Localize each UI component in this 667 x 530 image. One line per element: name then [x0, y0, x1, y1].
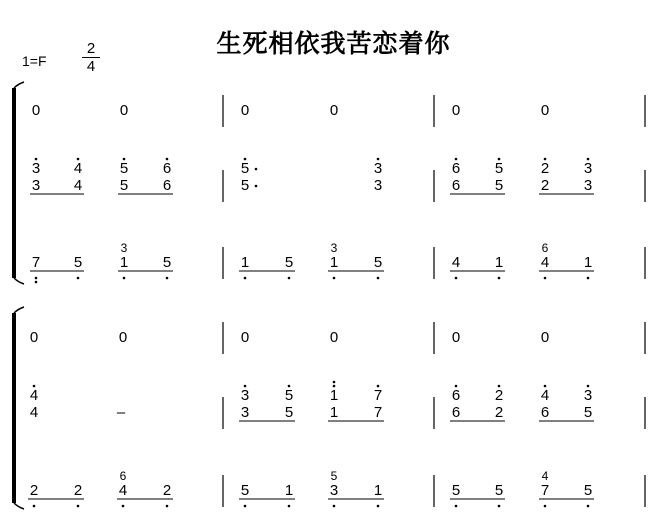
- octave-dot-above: [333, 385, 336, 388]
- note: 4: [540, 254, 550, 271]
- rest: 0: [451, 102, 461, 119]
- octave-dot-below: [377, 505, 380, 508]
- note: 5: [240, 177, 250, 194]
- note: 4: [118, 482, 128, 499]
- note: 5: [162, 254, 172, 271]
- note-upper: 3: [240, 387, 250, 404]
- note: 1: [583, 254, 593, 271]
- octave-dot-above: [244, 158, 247, 161]
- octave-dot-below: [35, 281, 38, 284]
- note-upper: 2: [494, 387, 504, 404]
- octave-dot-below: [455, 505, 458, 508]
- octave-dot-above: [587, 385, 590, 388]
- octave-dot-above: [544, 158, 547, 161]
- note: 2: [73, 482, 83, 499]
- bracket-top-hook: [14, 82, 24, 88]
- note: 6: [451, 404, 461, 421]
- octave-dot-below: [587, 505, 590, 508]
- note-upper: 6: [162, 160, 172, 177]
- note: 7: [31, 254, 41, 271]
- rest: 0: [451, 329, 461, 346]
- octave-dot-below: [166, 505, 169, 508]
- octave-dot-below: [333, 505, 336, 508]
- octave-dot-below: [544, 277, 547, 280]
- note-upper: 3: [583, 387, 593, 404]
- note: 5: [373, 254, 383, 271]
- note-upper: 3: [373, 160, 383, 177]
- note-upper: 4: [540, 387, 550, 404]
- octave-dot-below: [587, 277, 590, 280]
- octave-dot-below: [377, 277, 380, 280]
- note: 5: [583, 482, 593, 499]
- note: 5: [494, 482, 504, 499]
- note-upper: 5: [119, 160, 129, 177]
- octave-dot-below: [544, 505, 547, 508]
- note: 7: [540, 482, 550, 499]
- octave-dot-above: [288, 385, 291, 388]
- octave-dot-below: [498, 505, 501, 508]
- note: 5: [451, 482, 461, 499]
- bracket-top-hook: [14, 307, 24, 313]
- octave-dot-below: [33, 505, 36, 508]
- octave-dot-below: [77, 277, 80, 280]
- augmentation-dot: [255, 185, 258, 188]
- octave-dot-below: [333, 277, 336, 280]
- chord-note: 6: [119, 469, 127, 483]
- rest: 0: [119, 102, 129, 119]
- note: 3: [240, 404, 250, 421]
- note: 4: [451, 254, 461, 271]
- note: 5: [583, 404, 593, 421]
- time-signature-denominator: 4: [86, 58, 96, 75]
- score-title: 生死相依我苦恋着你: [216, 29, 451, 58]
- octave-dot-above: [123, 158, 126, 161]
- note: 5: [119, 177, 129, 194]
- time-signature-numerator: 2: [82, 40, 100, 58]
- note: 5: [284, 254, 294, 271]
- octave-dot-above: [498, 158, 501, 161]
- rest: 0: [329, 102, 339, 119]
- octave-dot-below: [498, 277, 501, 280]
- note: 1: [240, 254, 250, 271]
- note: 5: [73, 254, 83, 271]
- note: 2: [494, 404, 504, 421]
- note-upper: 6: [451, 387, 461, 404]
- chord-note: 6: [541, 241, 549, 255]
- note: 1: [329, 254, 339, 271]
- octave-dot-above: [35, 158, 38, 161]
- octave-dot-below: [166, 277, 169, 280]
- octave-dot-below: [288, 277, 291, 280]
- note-upper: 4: [29, 387, 39, 404]
- note: 5: [284, 404, 294, 421]
- note-upper: 5: [284, 387, 294, 404]
- note: 1: [373, 482, 383, 499]
- octave-dot-below: [77, 505, 80, 508]
- chord-note: 3: [330, 241, 338, 255]
- octave-dot-below: [244, 505, 247, 508]
- note: 4: [29, 404, 39, 421]
- augmentation-dot: [255, 168, 258, 171]
- octave-dot-above: [377, 158, 380, 161]
- note: 5: [240, 482, 250, 499]
- rest: 0: [29, 329, 39, 346]
- chord-note: 3: [120, 241, 128, 255]
- octave-dot-above: [455, 385, 458, 388]
- note: 1: [329, 404, 339, 421]
- note-upper: 7: [373, 387, 383, 404]
- note: 1: [494, 254, 504, 271]
- octave-dot-above: [377, 385, 380, 388]
- dash-extension: –: [116, 404, 126, 421]
- octave-dot-below: [244, 277, 247, 280]
- chord-note: 5: [330, 469, 338, 483]
- note: 2: [29, 482, 39, 499]
- rest: 0: [540, 329, 550, 346]
- note: 7: [373, 404, 383, 421]
- octave-dot-below: [123, 277, 126, 280]
- rest: 0: [240, 102, 250, 119]
- octave-dot-above: [455, 158, 458, 161]
- note-upper: 5: [494, 160, 504, 177]
- chord-note: 4: [541, 469, 549, 483]
- bracket-bottom-hook: [14, 503, 24, 509]
- octave-dot-above: [33, 385, 36, 388]
- note: 3: [329, 482, 339, 499]
- rest: 0: [540, 102, 550, 119]
- note: 1: [119, 254, 129, 271]
- octave-dot-below: [455, 277, 458, 280]
- note: 3: [31, 177, 41, 194]
- octave-dot-above: [333, 381, 336, 384]
- octave-dot-below: [288, 505, 291, 508]
- octave-dot-above: [544, 385, 547, 388]
- note: 2: [162, 482, 172, 499]
- note: 3: [583, 177, 593, 194]
- note-upper: 1: [329, 387, 339, 404]
- rest: 0: [31, 102, 41, 119]
- octave-dot-below: [122, 505, 125, 508]
- note-upper: 6: [451, 160, 461, 177]
- note-upper: 3: [31, 160, 41, 177]
- octave-dot-below: [35, 277, 38, 280]
- note: 6: [540, 404, 550, 421]
- note-upper: 4: [73, 160, 83, 177]
- note: 6: [162, 177, 172, 194]
- note: 5: [494, 177, 504, 194]
- bracket-bottom-hook: [14, 278, 24, 284]
- rest: 0: [329, 329, 339, 346]
- rest: 0: [240, 329, 250, 346]
- note-upper: 2: [540, 160, 550, 177]
- note-upper: 5: [240, 160, 250, 177]
- note: 2: [540, 177, 550, 194]
- octave-dot-above: [244, 385, 247, 388]
- note-upper: 3: [583, 160, 593, 177]
- octave-dot-above: [166, 158, 169, 161]
- octave-dot-above: [498, 385, 501, 388]
- note: 3: [373, 177, 383, 194]
- key-signature: 1=F: [22, 53, 47, 69]
- octave-dot-above: [587, 158, 590, 161]
- note: 6: [451, 177, 461, 194]
- rest: 0: [118, 329, 128, 346]
- octave-dot-above: [77, 158, 80, 161]
- note: 4: [73, 177, 83, 194]
- note: 1: [284, 482, 294, 499]
